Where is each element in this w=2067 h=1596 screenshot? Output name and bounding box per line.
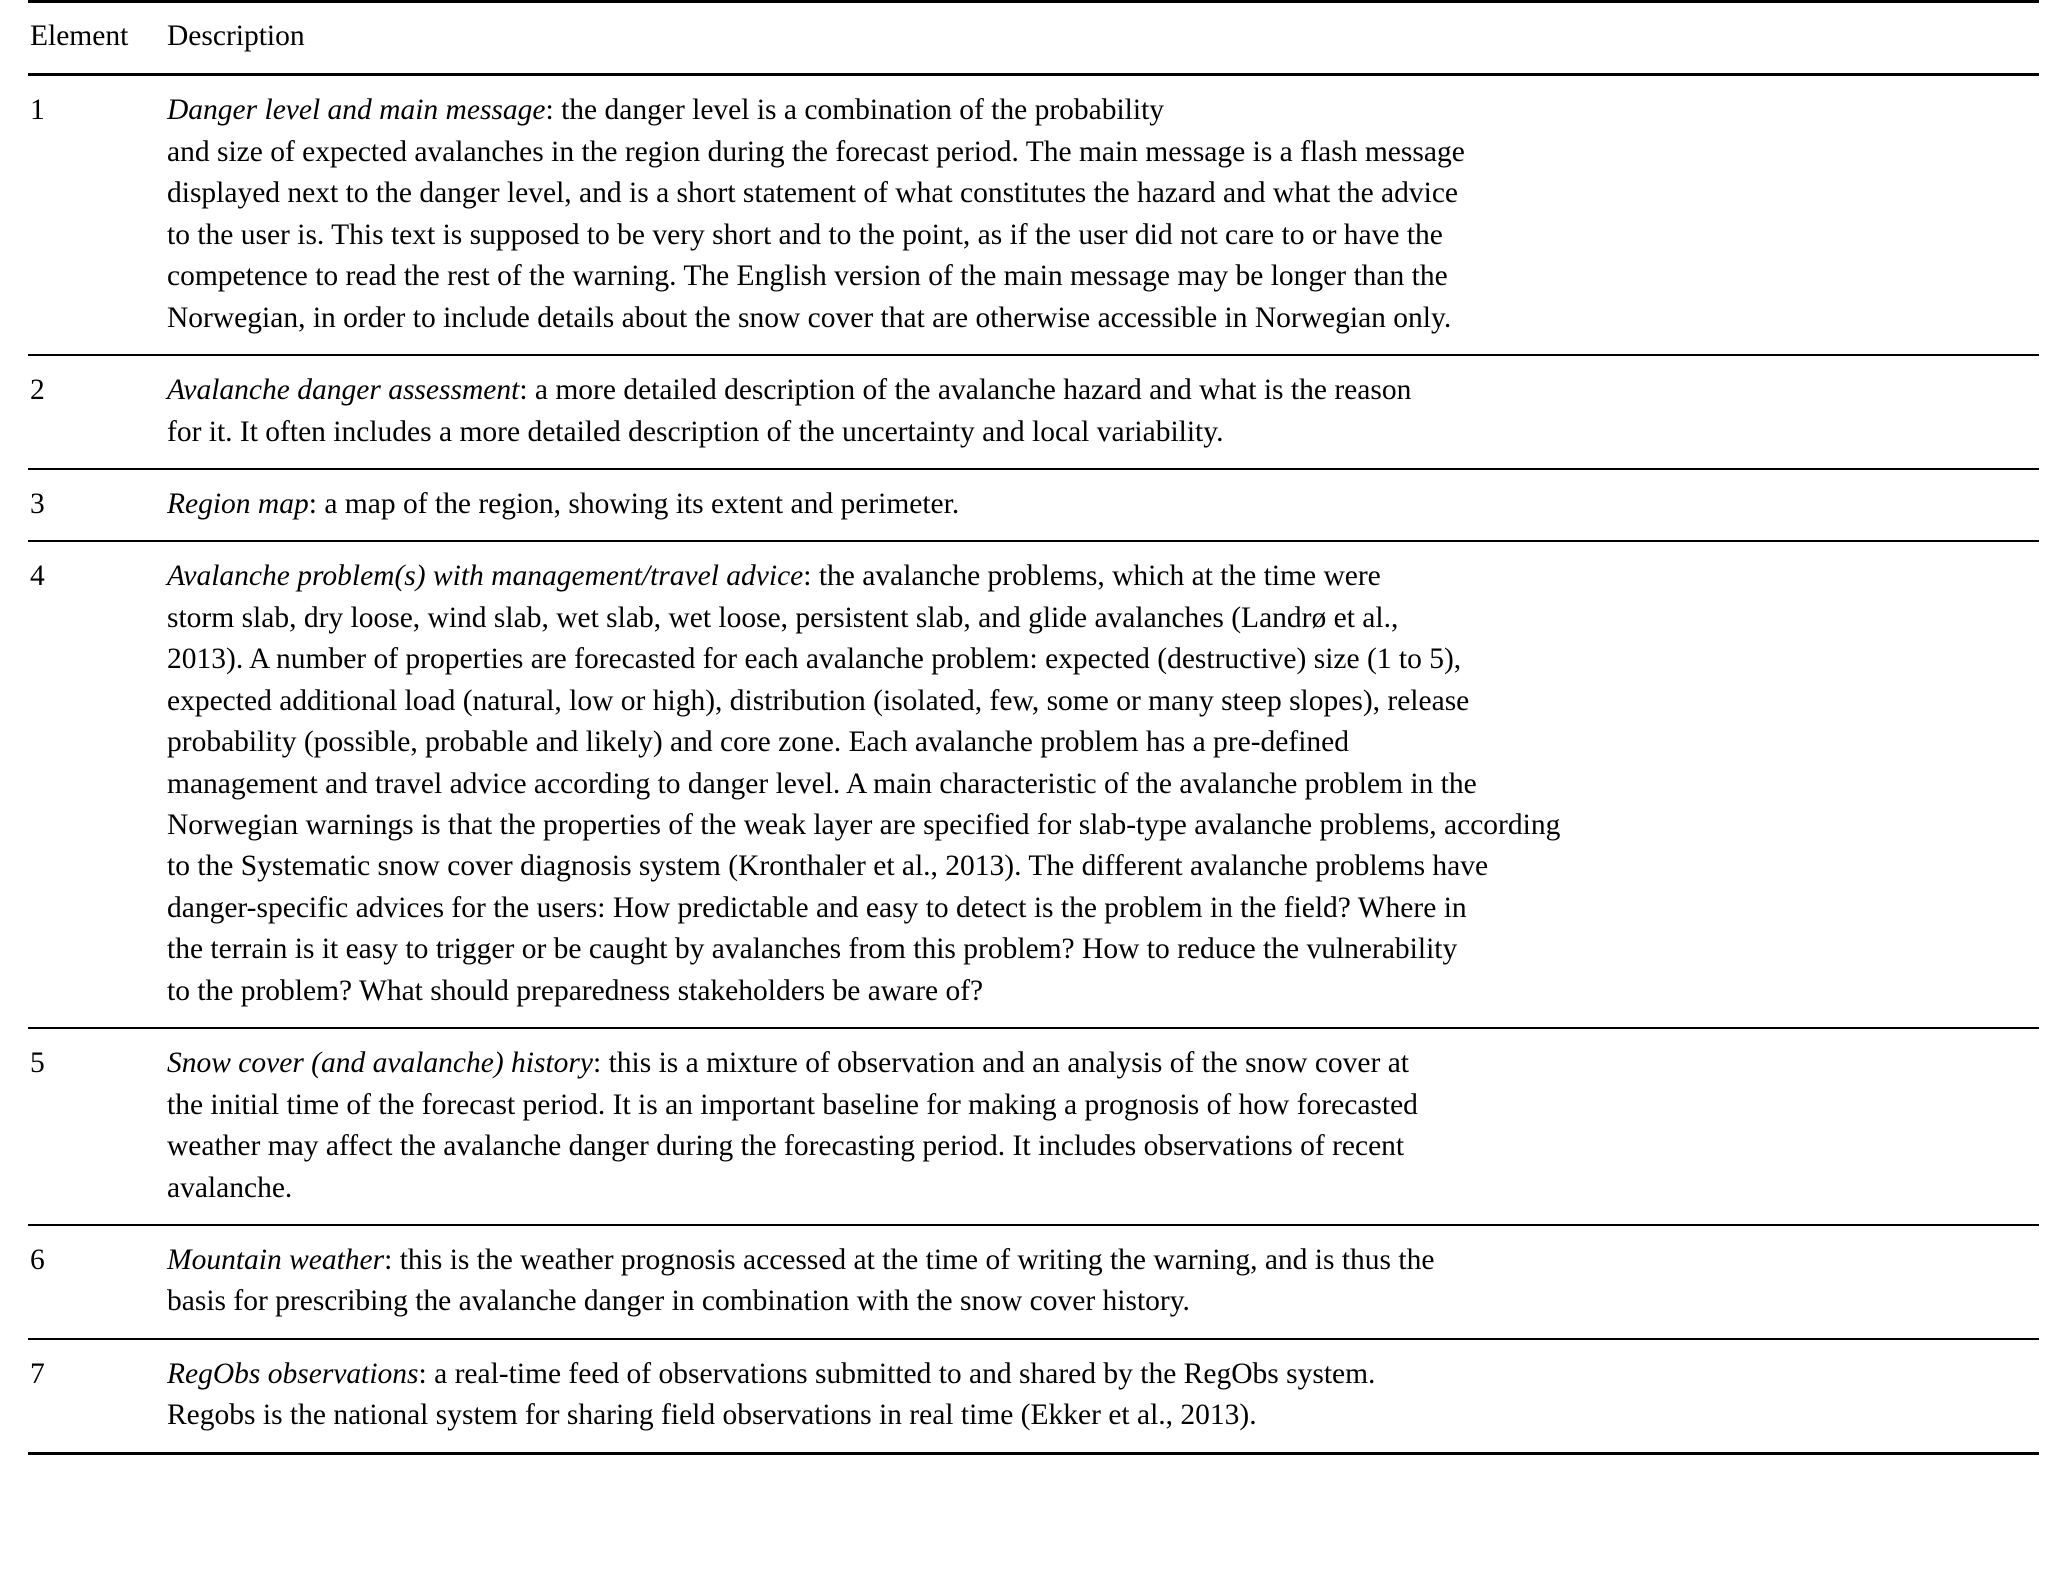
description-text: avalanche.: [167, 1171, 293, 1204]
description-line: [167, 173, 2033, 214]
description-line: [167, 298, 2033, 339]
description-line: [167, 1168, 2033, 1209]
cell-element-number: 3: [28, 469, 165, 541]
description-text: Norwegian, in order to include details about the snow cover that are otherwise accessible in Norwegian only.: [167, 301, 1452, 334]
table-row: [28, 75, 2039, 355]
description-line: [167, 805, 2033, 846]
cell-element-number: 1: [28, 75, 165, 355]
description-line: [167, 722, 2033, 763]
description-text: the initial time of the forecast period. It is an important baseline for making a prognosis of how forecasted: [167, 1088, 1418, 1121]
table-row: [28, 469, 2039, 541]
cell-description: [165, 469, 2039, 541]
column-header-element: Element: [28, 2, 165, 75]
description-text: for it. It often includes a more detailed description of the uncertainty and local variability.: [167, 415, 1224, 448]
description-line: [167, 1085, 2033, 1126]
description-text: and size of expected avalanches in the region during the forecast period. The main message is a flash message: [167, 135, 1465, 168]
description-text: basis for prescribing the avalanche danger in combination with the snow cover history.: [167, 1285, 1190, 1318]
description-text: to the problem? What should preparedness stakeholders be aware of?: [167, 974, 984, 1007]
description-text: weather may affect the avalanche danger during the forecasting period. It includes observations of recent: [167, 1130, 1405, 1163]
description-line: [167, 846, 2033, 887]
description-line: [167, 764, 2033, 805]
header-row: [28, 2, 2039, 75]
description-line: [167, 1043, 2033, 1084]
description-text: probability (possible, probable and likely) and core zone. Each avalanche problem has a pre-defined: [167, 726, 1349, 759]
cell-description: [165, 75, 2039, 355]
description-line: [167, 215, 2033, 256]
description-text: 2013). A number of properties are forecasted for each avalanche problem: expected (destructive) size (1 to 5),: [167, 643, 1462, 676]
cell-description: [165, 541, 2039, 1028]
description-line: [167, 598, 2033, 639]
description-text: expected additional load (natural, low or high), distribution (isolated, few, some or many steep slopes), release: [167, 684, 1470, 717]
table-row: [28, 1225, 2039, 1339]
cell-description: [165, 1339, 2039, 1453]
description-term: Avalanche problem(s) with management/travel advice: [167, 560, 804, 593]
description-term: Region map: [167, 487, 309, 520]
description-text: storm slab, dry loose, wind slab, wet slab, wet loose, persistent slab, and glide avalanches (Landrø et al.,: [167, 601, 1399, 634]
description-text: to the Systematic snow cover diagnosis system (Kronthaler et al., 2013). The different avalanche problems have: [167, 850, 1489, 883]
cell-element-number: 7: [28, 1339, 165, 1453]
description-line: [167, 412, 2033, 453]
description-term: Snow cover (and avalanche) history: [167, 1047, 594, 1080]
column-header-description: Description: [165, 2, 2039, 75]
description-line: [167, 888, 2033, 929]
table-body: [28, 75, 2039, 1453]
description-term: Mountain weather: [167, 1243, 385, 1276]
description-text: : this is the weather prognosis accessed at the time of writing the warning, and is thus the: [384, 1243, 1435, 1276]
description-line: [167, 556, 2033, 597]
description-line: [167, 639, 2033, 680]
cell-description: [165, 1225, 2039, 1339]
description-line: [167, 681, 2033, 722]
description-line: [167, 971, 2033, 1012]
element-description-table: [28, 0, 2039, 1455]
description-term: Danger level and main message: [167, 94, 546, 127]
description-text: : a more detailed description of the avalanche hazard and what is the reason: [519, 374, 1412, 407]
description-line: [167, 1281, 2033, 1322]
cell-description: [165, 1028, 2039, 1225]
description-text: : the avalanche problems, which at the time were: [803, 560, 1381, 593]
cell-element-number: 4: [28, 541, 165, 1028]
table-row: [28, 1339, 2039, 1453]
description-line: [167, 1354, 2033, 1395]
table-header: [28, 2, 2039, 75]
cell-element-number: 2: [28, 355, 165, 469]
description-text: management and travel advice according to danger level. A main characteristic of the avalanche problem in the: [167, 767, 1477, 800]
description-text: Regobs is the national system for sharing field observations in real time (Ekker et al., 2013).: [167, 1399, 1257, 1432]
description-text: competence to read the rest of the warning. The English version of the main message may be longer than the: [167, 260, 1448, 293]
description-line: [167, 484, 2033, 525]
description-text: the terrain is it easy to trigger or be caught by avalanches from this problem? How to reduce the vulnerability: [167, 933, 1458, 966]
description-text: : this is a mixture of observation and an analysis of the snow cover at: [593, 1047, 1409, 1080]
description-text: displayed next to the danger level, and is a short statement of what constitutes the hazard and what the advice: [167, 177, 1459, 210]
description-line: [167, 1395, 2033, 1436]
description-line: [167, 370, 2033, 411]
description-term: RegObs observations: [167, 1357, 419, 1390]
cell-element-number: 5: [28, 1028, 165, 1225]
description-line: [167, 1240, 2033, 1281]
description-text: : a real-time feed of observations submitted to and shared by the RegObs system.: [418, 1357, 1376, 1390]
table-row: [28, 1028, 2039, 1225]
cell-description: [165, 355, 2039, 469]
description-text: danger-specific advices for the users: How predictable and easy to detect is the problem in the field? Where in: [167, 891, 1467, 924]
table-row: [28, 541, 2039, 1028]
description-text: : the danger level is a combination of the probability: [545, 94, 1165, 127]
description-line: [167, 90, 2033, 131]
description-line: [167, 929, 2033, 970]
table-row: [28, 355, 2039, 469]
description-text: : a map of the region, showing its extent and perimeter.: [308, 487, 960, 520]
description-term: Avalanche danger assessment: [167, 374, 520, 407]
description-line: [167, 132, 2033, 173]
description-text: to the user is. This text is supposed to be very short and to the point, as if the user did not care to or have the: [167, 218, 1443, 251]
description-line: [167, 1126, 2033, 1167]
description-line: [167, 256, 2033, 297]
cell-element-number: 6: [28, 1225, 165, 1339]
description-text: Norwegian warnings is that the properties of the weak layer are specified for slab-type avalanche problems, according: [167, 809, 1561, 841]
